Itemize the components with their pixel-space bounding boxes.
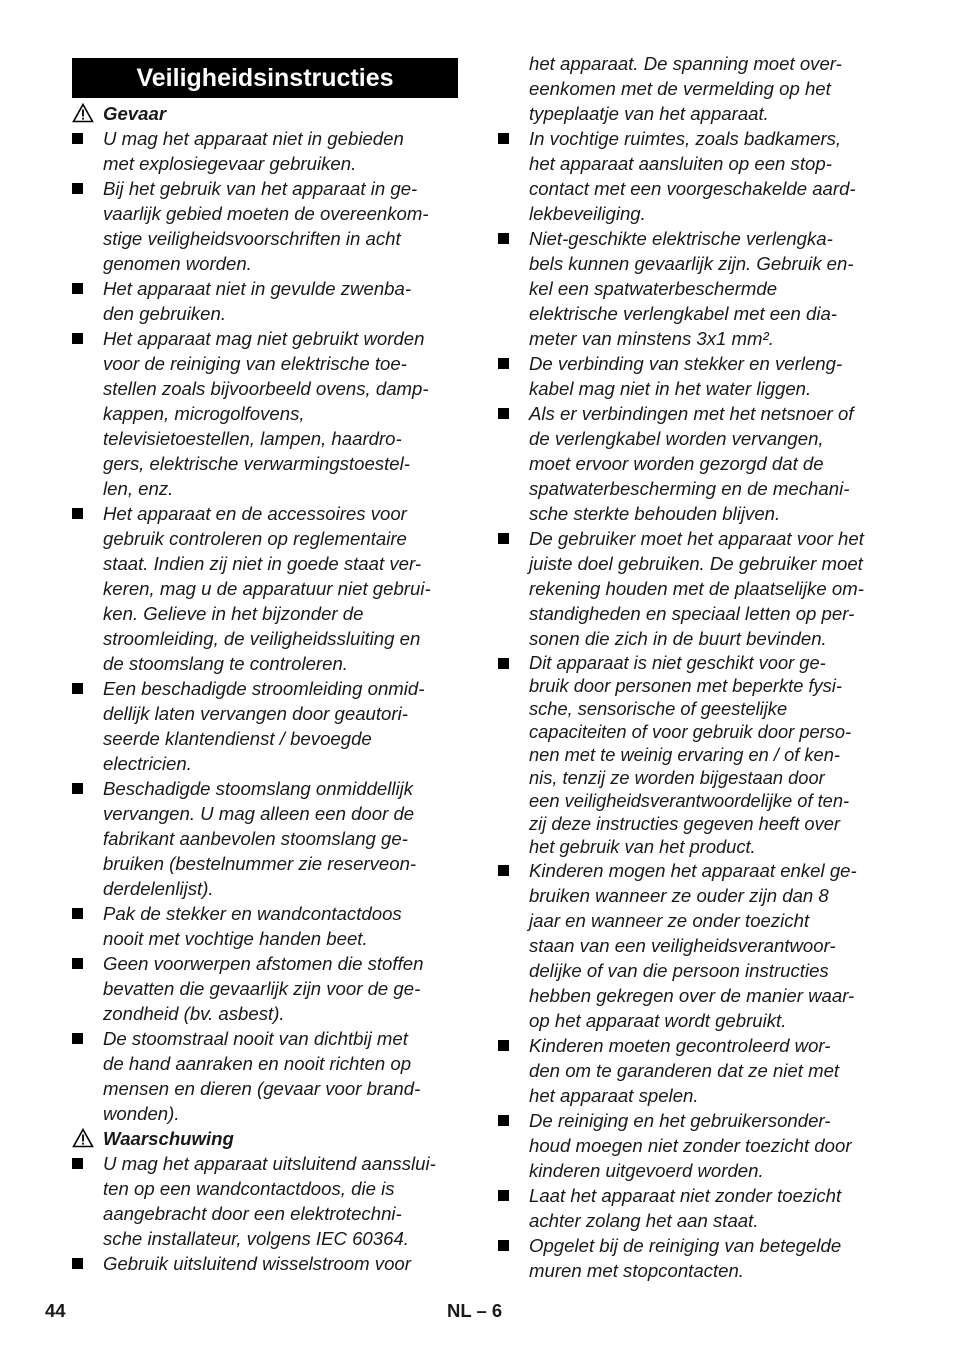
list-item-line: stellen zoals bijvoorbeeld ovens, damp- xyxy=(103,378,429,399)
list-item-line: den om te garanderen dat ze niet met xyxy=(529,1060,840,1081)
list-item-line: op het apparaat wordt gebruikt. xyxy=(529,1010,787,1031)
square-bullet-icon xyxy=(72,958,83,969)
list-item-line: elektrische verlengkabel met een dia- xyxy=(529,303,837,324)
page-section: NL – 6 xyxy=(447,1300,503,1321)
list-item-line: Laat het apparaat niet zonder toezicht xyxy=(529,1185,842,1206)
list-item-line: U mag het apparaat niet in gebieden xyxy=(103,128,404,149)
list-item-line: zij deze instructies gegeven heeft over xyxy=(529,813,840,834)
list-item-line: Een beschadigde stroomleiding onmid- xyxy=(103,678,425,699)
square-bullet-icon xyxy=(72,1258,83,1269)
square-bullet-icon xyxy=(498,133,509,144)
list-item-line: voor de reiniging van elektrische toe- xyxy=(103,353,407,374)
list-item-line: vaarlijk gebied moeten de overeenkom- xyxy=(103,203,429,224)
list-item-line: standigheden en speciaal letten op per- xyxy=(529,603,855,624)
list-item-line: kinderen uitgevoerd worden. xyxy=(529,1160,764,1181)
list-item-line: met explosiegevaar gebruiken. xyxy=(103,153,357,174)
square-bullet-icon xyxy=(72,283,83,294)
list-item-line: bruik door personen met beperkte fysi- xyxy=(529,675,842,696)
list-item-line: U mag het apparaat uitsluitend aansslui- xyxy=(103,1153,436,1174)
square-bullet-icon xyxy=(498,1040,509,1051)
list-item-line: de hand aanraken en nooit richten op xyxy=(103,1053,412,1074)
list-item-line: kel een spatwaterbeschermde xyxy=(529,278,778,299)
square-bullet-icon xyxy=(498,1240,509,1251)
list-item-line: stroomleiding, de veiligheidssluiting en xyxy=(103,628,421,649)
list-item-line: Als er verbindingen met het netsnoer of xyxy=(529,403,854,424)
square-bullet-icon xyxy=(72,183,83,194)
list-item-line: sche sterkte behouden blijven. xyxy=(529,503,781,524)
continued-line: het apparaat. De spanning moet over- xyxy=(529,53,842,74)
list-item-line: In vochtige ruimtes, zoals badkamers, xyxy=(529,128,842,149)
list-item-line: juiste doel gebruiken. De gebruiker moet xyxy=(529,553,863,574)
list-item-line: bruiken (bestelnummer zie reserveon- xyxy=(103,853,417,874)
list-item-line: den gebruiken. xyxy=(103,303,227,324)
list-item-line: seerde klantendienst / bevoegde xyxy=(103,728,372,749)
square-bullet-icon xyxy=(72,1033,83,1044)
list-item-line: Kinderen mogen het apparaat enkel ge- xyxy=(529,860,857,881)
list-item-line: achter zolang het aan staat. xyxy=(529,1210,759,1231)
page-number: 44 xyxy=(45,1300,66,1321)
list-item-line: een veiligheidsverantwoordelijke of ten- xyxy=(529,790,850,811)
list-item-line: nen met te weinig ervaring en / of ken- xyxy=(529,744,840,765)
continued-line: typeplaatje van het apparaat. xyxy=(529,103,769,124)
list-item-line: spatwaterbescherming en de mechani- xyxy=(529,478,850,499)
square-bullet-icon xyxy=(72,1158,83,1169)
list-item-line: muren met stopcontacten. xyxy=(529,1260,744,1281)
list-item-line: mensen en dieren (gevaar voor brand- xyxy=(103,1078,421,1099)
square-bullet-icon xyxy=(498,865,509,876)
list-item-line: zondheid (bv. asbest). xyxy=(103,1003,285,1024)
square-bullet-icon xyxy=(72,783,83,794)
square-bullet-icon xyxy=(498,408,509,419)
list-item-line: vervangen. U mag alleen een door de xyxy=(103,803,415,824)
list-item-line: ten op een wandcontactdoos, die is xyxy=(103,1178,395,1199)
list-item-line: kabel mag niet in het water liggen. xyxy=(529,378,812,399)
list-item-line: capaciteiten of voor gebruik door perso- xyxy=(529,721,852,742)
square-bullet-icon xyxy=(498,658,509,669)
warning-triangle-icon xyxy=(72,103,94,123)
list-item-line: gebruik controleren op reglementaire xyxy=(103,528,407,549)
list-item-line: De verbinding van stekker en verleng- xyxy=(529,353,843,374)
list-item-line: delijke of van die persoon instructies xyxy=(529,960,829,981)
list-item-line: Niet-geschikte elektrische verlengka- xyxy=(529,228,833,249)
section-title: Veiligheidsinstructies xyxy=(72,58,458,98)
list-item-line: wonden). xyxy=(103,1103,180,1124)
list-item-line: nis, tenzij ze worden bijgestaan door xyxy=(529,767,825,788)
list-item-line: het apparaat aansluiten op een stop- xyxy=(529,153,832,174)
square-bullet-icon xyxy=(72,333,83,344)
list-item-line: sonen die zich in de buurt bevinden. xyxy=(529,628,827,649)
list-item-line: het gebruik van het product. xyxy=(529,836,756,857)
list-item-line: meter van minstens 3x1 mm². xyxy=(529,328,774,349)
square-bullet-icon xyxy=(72,133,83,144)
list-item-line: gers, elektrische verwarmingstoestel- xyxy=(103,453,410,474)
list-item-line: moet ervoor worden gezorgd dat de xyxy=(529,453,824,474)
list-item-line: electricien. xyxy=(103,753,192,774)
list-item-line: contact met een voorgeschakelde aard- xyxy=(529,178,856,199)
square-bullet-icon xyxy=(72,683,83,694)
list-item-line: Gebruik uitsluitend wisselstroom voor xyxy=(103,1253,411,1274)
list-item-line: de stoomslang te controleren. xyxy=(103,653,348,674)
list-item-line: sche, sensorische of geestelijke xyxy=(529,698,788,719)
list-item-line: het apparaat spelen. xyxy=(529,1085,699,1106)
list-item-line: len, enz. xyxy=(103,478,174,499)
square-bullet-icon xyxy=(498,233,509,244)
list-item-line: Kinderen moeten gecontroleerd wor- xyxy=(529,1035,831,1056)
list-item-line: Opgelet bij de reiniging van betegelde xyxy=(529,1235,842,1256)
warning-triangle-icon xyxy=(72,1128,94,1148)
square-bullet-icon xyxy=(498,533,509,544)
list-item-line: Beschadigde stoomslang onmiddellijk xyxy=(103,778,414,799)
list-item-line: staat. Indien zij niet in goede staat ver- xyxy=(103,553,422,574)
list-item-line: De reiniging en het gebruikersonder- xyxy=(529,1110,831,1131)
list-item-line: derdelenlijst). xyxy=(103,878,214,899)
list-item-line: Geen voorwerpen afstomen die stoffen xyxy=(103,953,424,974)
list-item-line: aangebracht door een elektrotechni- xyxy=(103,1203,402,1224)
list-item-line: Het apparaat en de accessoires voor xyxy=(103,503,407,524)
list-item-line: jaar en wanneer ze onder toezicht xyxy=(529,910,810,931)
continued-line: eenkomen met de vermelding op het xyxy=(529,78,831,99)
list-item-line: Het apparaat mag niet gebruikt worden xyxy=(103,328,425,349)
list-item-line: De gebruiker moet het apparaat voor het xyxy=(529,528,864,549)
square-bullet-icon xyxy=(498,358,509,369)
list-item-line: hebben gekregen over de manier waar- xyxy=(529,985,855,1006)
list-item-line: nooit met vochtige handen beet. xyxy=(103,928,368,949)
list-item-line: rekening houden met de plaatselijke om- xyxy=(529,578,864,599)
list-item-line: keren, mag u de apparatuur niet gebrui- xyxy=(103,578,431,599)
list-item-line: de verlengkabel worden vervangen, xyxy=(529,428,824,449)
list-item-line: Het apparaat niet in gevulde zwenba- xyxy=(103,278,412,299)
list-item-line: houd moegen niet zonder toezicht door xyxy=(529,1135,852,1156)
list-item-line: De stoomstraal nooit van dichtbij met xyxy=(103,1028,408,1049)
list-item-line: dellijk laten vervangen door geautori- xyxy=(103,703,408,724)
list-item-line: bevatten die gevaarlijk zijn voor de ge- xyxy=(103,978,421,999)
square-bullet-icon xyxy=(498,1190,509,1201)
list-item-line: staan van een veiligheidsverantwoor- xyxy=(529,935,836,956)
list-item-line: kappen, microgolfovens, xyxy=(103,403,305,424)
waarschuwing-heading: Waarschuwing xyxy=(103,1128,234,1149)
square-bullet-icon xyxy=(72,908,83,919)
list-item-line: bels kunnen gevaarlijk zijn. Gebruik en- xyxy=(529,253,854,274)
list-item-line: stige veiligheidsvoorschriften in acht xyxy=(103,228,401,249)
square-bullet-icon xyxy=(498,1115,509,1126)
list-item-line: fabrikant aanbevolen stoomslang ge- xyxy=(103,828,408,849)
list-item-line: sche installateur, volgens IEC 60364. xyxy=(103,1228,409,1249)
list-item-line: genomen worden. xyxy=(103,253,252,274)
list-item-line: bruiken wanneer ze ouder zijn dan 8 xyxy=(529,885,829,906)
list-item-line: Dit apparaat is niet geschikt voor ge- xyxy=(529,652,826,673)
list-item-line: televisietoestellen, lampen, haardro- xyxy=(103,428,402,449)
square-bullet-icon xyxy=(72,508,83,519)
list-item-line: lekbeveiliging. xyxy=(529,203,646,224)
gevaar-heading: Gevaar xyxy=(103,103,167,124)
list-item-line: ken. Gelieve in het bijzonder de xyxy=(103,603,364,624)
list-item-line: Pak de stekker en wandcontactdoos xyxy=(103,903,402,924)
list-item-line: Bij het gebruik van het apparaat in ge- xyxy=(103,178,418,199)
